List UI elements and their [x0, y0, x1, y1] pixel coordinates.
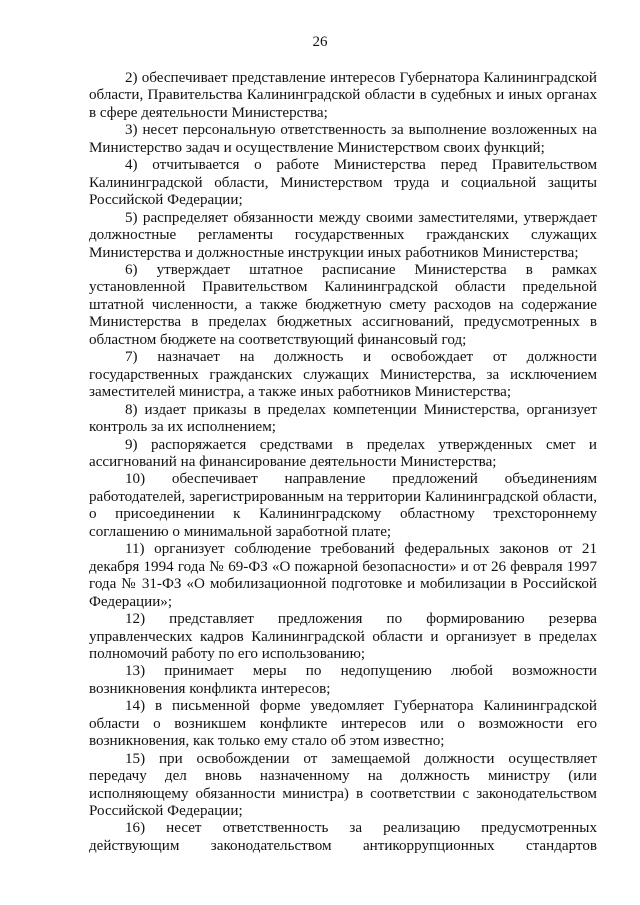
document-body — [89, 70, 597, 855]
list-item: 15) при освобождении от замещаемой должности осуществляет передачу дел вновь назначенному на должность министру (или исполняющему обязанности министра) в соответствии с законодательством Российской Федерации; — [89, 750, 597, 820]
list-item: 4) отчитывается о работе Министерства перед Правительством Калининградской области, Министерством труда и социальной защиты Российской Федерации; — [89, 157, 597, 209]
list-item: 16) несет ответственность за реализацию предусмотренных действующим законодательством антикоррупционных стандартов — [89, 820, 597, 854]
list-item: 2) обеспечивает представление интересов Губернатора Калининградской области, Правительства Калининградской области в судебных и иных органах в сфере деятельности Министерства; — [89, 70, 597, 121]
page-number: 26 — [312, 34, 328, 50]
list-item: 12) представляет предложения по формированию резерва управленческих кадров Калининградской области и организует в пределах полномочий работу по его использованию; — [89, 611, 597, 662]
list-item: 11) организует соблюдение требований федеральных законов от 21 декабря 1994 года № 69-ФЗ «О пожарной безопасности» и от 26 февраля 1997 года № 31-ФЗ «О мобилизационной подготовке и мобилизации в Российской Федерации»; — [89, 541, 597, 610]
list-item: 6) утверждает штатное расписание Министерства в рамках установленной Правительством Калининградской области предельной штатной численности, а также бюджетную смету расходов на содержание Министерства в пределах бюджетных ассигнований, предусмотренных в областном бюджете на соответствующий финансовый год; — [89, 261, 597, 348]
list-item: 9) распоряжается средствами в пределах утвержденных смет и ассигнований на финансирование деятельности Министерства; — [89, 436, 597, 470]
list-item: 5) распределяет обязанности между своими заместителями, утверждает должностные регламенты государственных гражданских служащих Министерства и должностные инструкции иных работников Министерства; — [89, 209, 597, 261]
list-item: 7) назначает на должность и освобождает от должности государственных гражданских служащих Министерства, за исключением заместителей министра, а также иных работников Министерства; — [89, 349, 597, 401]
list-item: 13) принимает меры по недопущению любой возможности возникновения конфликта интересов; — [89, 663, 597, 697]
list-item: 14) в письменной форме уведомляет Губернатора Калининградской области о возникшем конфликте интересов или о возможности его возникновения, как только ему стало об этом известно; — [89, 698, 597, 750]
list-item: 8) издает приказы в пределах компетенции Министерства, организует контроль за их исполнением; — [89, 401, 597, 436]
list-item: 10) обеспечивает направление предложений объединениям работодателей, зарегистрированным на территории Калининградской области, о присоединении к Калининградскому областному трехстороннему соглашению о минимальной заработной плате; — [89, 471, 597, 540]
list-item: 3) несет персональную ответственность за выполнение возложенных на Министерство задач и осуществление Министерством своих функций; — [89, 122, 597, 156]
